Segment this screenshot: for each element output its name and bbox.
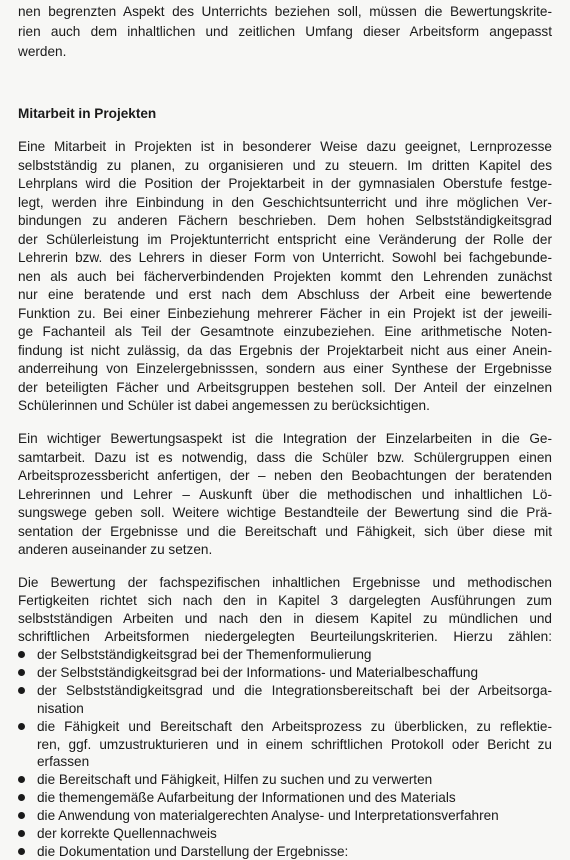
paragraph-line: schriftlichen Arbeitsformen niedergelegten Beurteilungskriterien. Hierzu zählen: — [18, 629, 552, 644]
paragraph-line: sungswege geben soll. Weitere wichtige Bestandteile der Bewertung sind die Prä- — [18, 505, 552, 520]
list-item-continuation: ren, ggf. umzustrukturieren und in einem schriftlichen Protokoll oder Bericht zu — [37, 736, 552, 752]
list-item: der Selbstständigkeitsgrad bei der Themenformulierung — [37, 647, 372, 662]
bullet-icon — [18, 848, 25, 855]
list-item: die themengemäße Aufarbeitung der Informationen und des Materials — [37, 790, 456, 806]
list-item: der Selbstständigkeitsgrad und die Integrationsbereitschaft bei der Arbeitsorga- — [37, 682, 552, 698]
paragraph-line: nen als auch bei fächerverbindenden Projekten kommt den Lehrenden zunächst — [18, 269, 552, 284]
bullet-icon — [18, 776, 25, 783]
list-item: die Anwendung von materialgerechten Analyse- und Interpretationsverfahren — [37, 808, 499, 824]
bullet-icon — [18, 687, 25, 694]
paragraph-line: Eine Mitarbeit in Projekten ist in besonderer Weise dazu geeignet, Lernprozesse — [18, 139, 552, 154]
paragraph-line: der Schülerleistung im Projektunterricht entspricht eine Veränderung der Rolle der — [18, 232, 552, 247]
bullet-icon — [18, 723, 25, 730]
paragraph-line: Fertigkeiten richtet sich nach den in Kapitel 3 dargelegten Ausführungen zum — [18, 593, 552, 608]
list-item: die Fähigkeit und Bereitschaft den Arbeitsprozess zu überblicken, zu reflektie- — [37, 718, 552, 734]
bullet-icon — [18, 812, 25, 819]
paragraph-line: anderreihung von Einzelergebnisssen, sondern aus einer Synthese der Ergebnisse — [18, 361, 552, 376]
list-item: der Selbstständigkeitsgrad bei der Informations- und Materialbeschaffung — [37, 664, 479, 680]
paragraph-line: der beteiligten Fächer und Arbeitsgruppen bestehen soll. Der Anteil der einzelnen — [18, 380, 552, 395]
list-item-continuation: erfassen — [37, 754, 90, 770]
paragraph-line: sentation der Ergebnisse und die Bereitschaft und Fähigkeit, sich über diese mit — [18, 524, 552, 539]
paragraph-line: legt, werden ihre Einbindung in den Geschichtsunterricht und ihre möglichen Ver- — [18, 195, 552, 210]
intro-line: nen begrenzten Aspekt des Unterrichts beziehen soll, müssen die Bewertungskrite- — [18, 4, 552, 19]
paragraph-line: Funktion zu. Bei einer Einbeziehung mehrerer Fächer in ein Projekt ist der jeweili- — [18, 306, 552, 321]
paragraph-line: Arbeitsprozessbericht anfertigen, der – neben den Beobachtungen der beratenden — [18, 468, 552, 483]
paragraph-line: samtarbeit. Dazu ist es notwendig, dass die Schüler bzw. Schülergruppen einen — [18, 450, 552, 465]
list-item-continuation: nisation — [37, 700, 84, 716]
intro-line: werden. — [18, 44, 67, 59]
list-item: die Bereitschaft und Fähigkeit, Hilfen zu suchen und zu verwerten — [37, 772, 433, 788]
bullet-icon — [18, 794, 25, 801]
section-heading: Mitarbeit in Projekten — [18, 106, 157, 121]
paragraph-line: bindungen zu anderen Fächern beschrieben. Dem hohen Selbstständigkeitsgrad — [18, 213, 552, 228]
paragraph-line: selbstständigen Arbeiten und nach den in diesem Kapitel zu mündlichen und — [18, 611, 552, 626]
paragraph-line: Ein wichtiger Bewertungsaspekt ist die Integration der Einzelarbeiten in die Ge- — [18, 431, 552, 446]
paragraph-line: Lehrerinnen und Lehrer – Auskunft über die methodischen und inhaltlichen Lö- — [18, 487, 552, 502]
paragraph-line: Die Bewertung der fachspezifischen inhaltlichen Ergebnisse und methodischen — [18, 575, 552, 590]
list-item: der korrekte Quellennachweis — [37, 826, 217, 841]
bullet-icon — [18, 669, 25, 676]
paragraph-line: selbstständig zu planen, zu organisieren und zu steuern. Im dritten Kapitel des — [18, 158, 552, 173]
paragraph-line: ge Fachanteil als Teil der Gesamtnote einzubeziehen. Eine arithmetische Noten- — [18, 324, 552, 339]
paragraph-line: nur eine beratende und erst nach dem Abschluss der Arbeit eine bewertende — [18, 287, 552, 302]
paragraph-line: Schülerinnen und Schüler ist dabei angemessen zu berücksichtigen. — [18, 398, 430, 413]
bullet-icon — [18, 830, 25, 837]
paragraph-line: findung ist nicht zulässig, da das Ergebnis der Projektarbeit nicht aus einer Anein- — [18, 343, 552, 358]
paragraph-line: Lehrplans wird die Position der Projektarbeit in der gymnasialen Oberstufe festge- — [18, 176, 552, 191]
intro-line: rien auch dem inhaltlichen und zeitlichen Umfang dieser Arbeitsform angepasst — [18, 24, 552, 39]
bullet-icon — [18, 651, 25, 658]
list-item: die Dokumentation und Darstellung der Ergebnisse: — [37, 843, 349, 859]
paragraph-line: Lehrerin bzw. des Lehrers in dieser Form von Unterricht. Sowohl bei fachgebunde- — [18, 250, 552, 265]
paragraph-line: anderen auseinander zu setzen. — [18, 542, 213, 557]
